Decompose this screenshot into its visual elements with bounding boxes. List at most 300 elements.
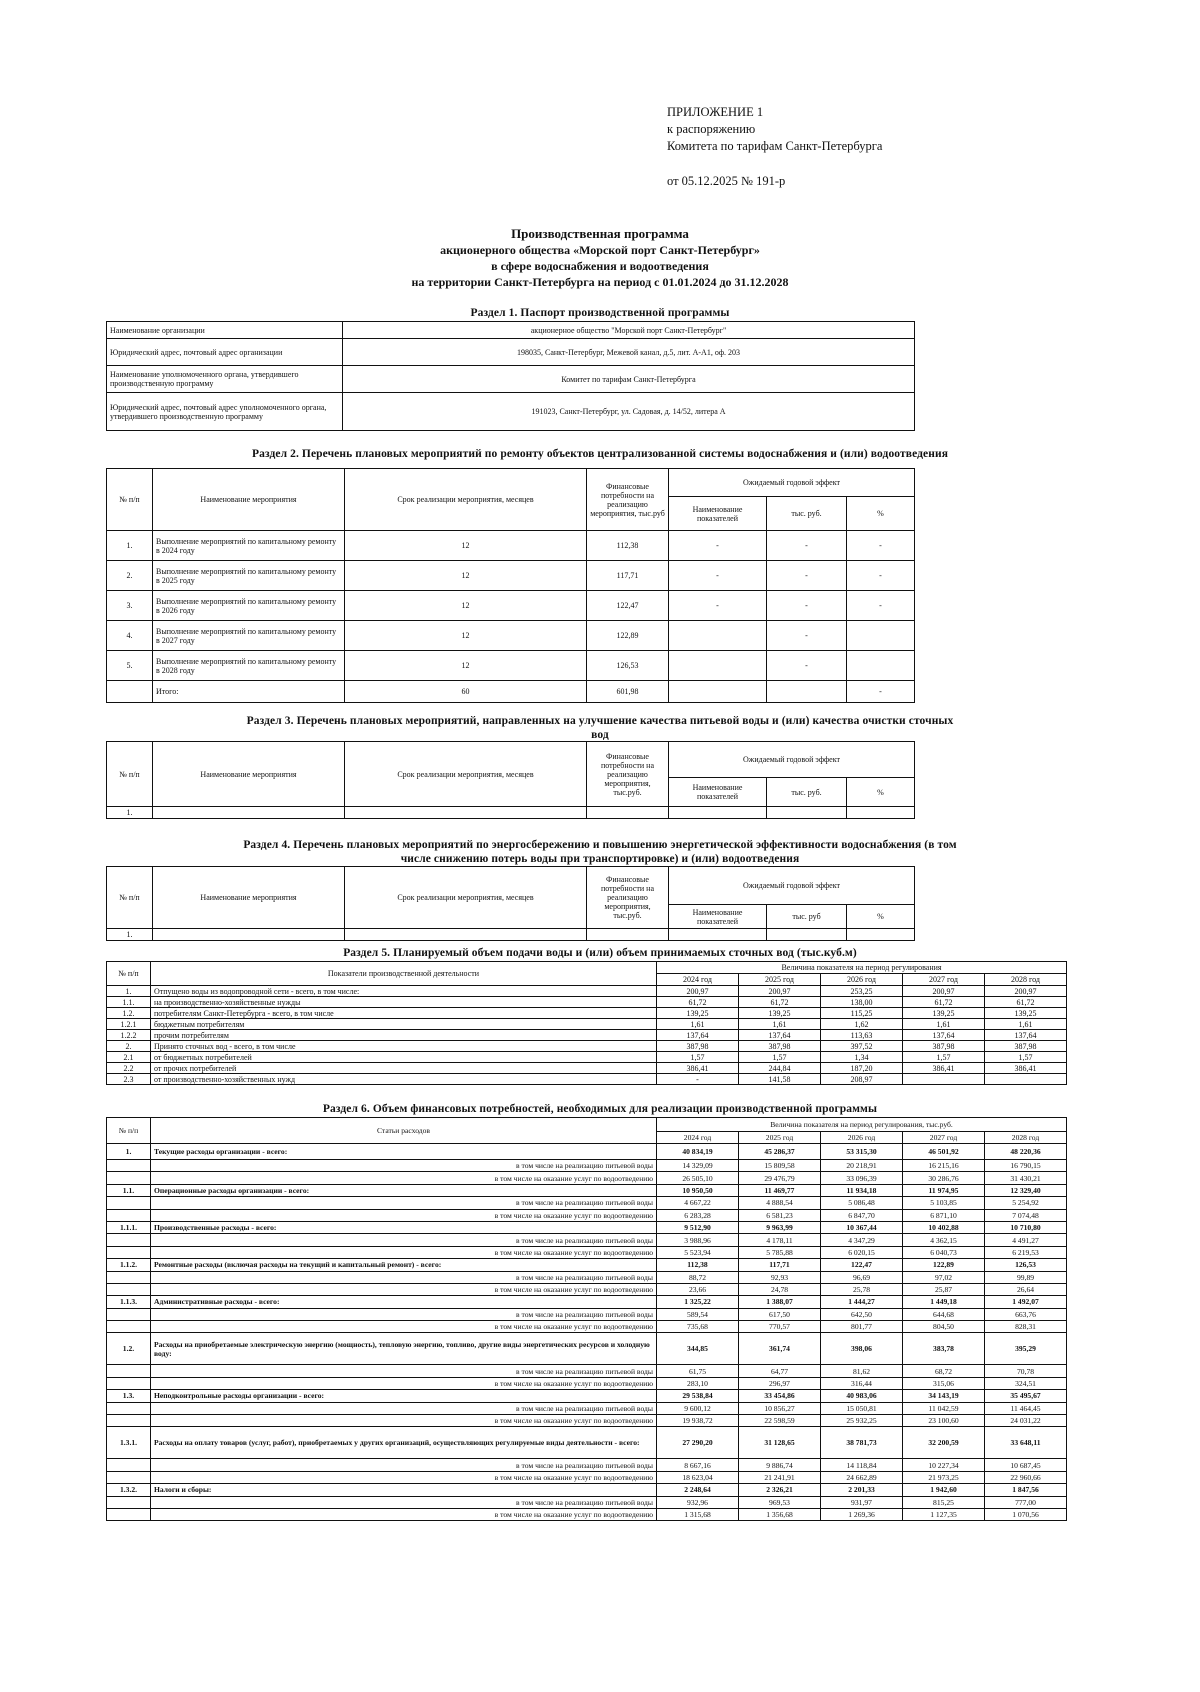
row-value: 386,41 [903, 1063, 985, 1074]
row-value: 48 220,36 [985, 1144, 1067, 1160]
row-value: 1,61 [739, 1019, 821, 1030]
row-value: 137,64 [985, 1030, 1067, 1041]
passport-value: акционерное общество "Морской порт Санкт-Петербург" [343, 322, 915, 339]
row-value: 31 430,21 [985, 1172, 1067, 1184]
table-row [107, 1030, 1067, 1041]
row-fin: 112,38 [587, 531, 669, 561]
row-value: 33 454,86 [739, 1390, 821, 1402]
row-expense: в том числе на реализацию питьевой воды [151, 1234, 657, 1246]
row-value: 61,72 [657, 997, 739, 1008]
row-value: 387,98 [985, 1041, 1067, 1052]
row-expense: в том числе на реализацию питьевой воды [151, 1402, 657, 1414]
section4-title-line-1: Раздел 4. Перечень плановых мероприятий по энергосбережению и повышению энергетической эффективности водоснабжения (в том [243, 839, 957, 851]
row-expense: Расходы на оплату товаров (услуг, работ), приобретаемых у других организаций, осуществляющих регулируемые виды деятельности - всего: [151, 1427, 657, 1459]
row-value: 1 356,68 [739, 1508, 821, 1520]
title-line-4: на территории Санкт-Петербурга на период с 01.01.2024 до 31.12.2028 [411, 275, 789, 289]
row-value: 25,87 [903, 1283, 985, 1295]
row-num [107, 1496, 151, 1508]
title-line-3: в сфере водоснабжения и водоотведения [491, 259, 709, 273]
row-value: 115,25 [821, 1008, 903, 1019]
row-value: 361,74 [739, 1333, 821, 1365]
col-term: Срок реализации мероприятия, месяцев [345, 469, 587, 531]
expense-detail-row [107, 1283, 1067, 1295]
section5-rows [107, 986, 1067, 1085]
row-num: 1. [107, 1144, 151, 1160]
row-value: 2 326,21 [739, 1484, 821, 1496]
expense-detail-row [107, 1415, 1067, 1427]
row-value: 10 710,80 [985, 1221, 1067, 1233]
expense-group-row [107, 1296, 1067, 1308]
expense-detail-row [107, 1365, 1067, 1377]
row-value: 138,00 [821, 997, 903, 1008]
row-name: Выполнение мероприятий по капитальному ремонту в 2026 году [153, 591, 345, 621]
expense-detail-row [107, 1496, 1067, 1508]
table-row [107, 339, 915, 366]
row-value: 97,02 [903, 1271, 985, 1283]
row-value: 386,41 [985, 1063, 1067, 1074]
row-value: 5 523,94 [657, 1246, 739, 1258]
row-term: 12 [345, 561, 587, 591]
row-indicator: - [669, 561, 767, 591]
row-pct: - [847, 531, 915, 561]
row-value: 6 040,73 [903, 1246, 985, 1258]
row-fin: 122,89 [587, 621, 669, 651]
row-value: 770,57 [739, 1321, 821, 1333]
expense-detail-row [107, 1377, 1067, 1389]
col-year: 2028 год [985, 1132, 1067, 1144]
row-value: 804,50 [903, 1321, 985, 1333]
row-value: 45 286,37 [739, 1144, 821, 1160]
row-value: 10 402,88 [903, 1221, 985, 1233]
row-term: 12 [345, 531, 587, 561]
row-value: 88,72 [657, 1271, 739, 1283]
col-name: Наименование мероприятия [153, 867, 345, 929]
row-num: 1. [107, 807, 153, 819]
row-value: 29 476,79 [739, 1172, 821, 1184]
col-num: № п/п [107, 1118, 151, 1144]
row-rub: - [767, 621, 847, 651]
row-value: 324,51 [985, 1377, 1067, 1389]
table-row [107, 986, 1067, 997]
col-year: 2028 год [985, 974, 1067, 986]
row-num: 1. [107, 929, 153, 941]
row-value: 40 834,19 [657, 1144, 739, 1160]
row-value: 187,20 [821, 1063, 903, 1074]
row-value: 1 449,18 [903, 1296, 985, 1308]
row-indicator: Отпущено воды из водопроводной сети - всего, в том числе: [151, 986, 657, 997]
row-value: 6 283,28 [657, 1209, 739, 1221]
passport-label: Наименование уполномоченного органа, утвердившего производственную программу [107, 366, 343, 393]
col-period: Величина показателя на период регулирования, тыс.руб. [657, 1118, 1067, 1132]
row-expense: в том числе на реализацию питьевой воды [151, 1271, 657, 1283]
row-expense: в том числе на оказание услуг по водоотведению [151, 1283, 657, 1295]
row-name: Выполнение мероприятий по капитальному ремонту в 2028 году [153, 651, 345, 681]
row-value: 2 248,64 [657, 1484, 739, 1496]
row-num: 2. [107, 561, 153, 591]
row-indicator [669, 621, 767, 651]
row-term: 60 [345, 681, 587, 703]
row-value: 64,77 [739, 1365, 821, 1377]
row-value: 387,98 [739, 1041, 821, 1052]
row-value: 10 856,27 [739, 1402, 821, 1414]
row-expense: Административные расходы - всего: [151, 1296, 657, 1308]
row-num [107, 1271, 151, 1283]
expense-detail-row [107, 1321, 1067, 1333]
col-name: Наименование мероприятия [153, 742, 345, 807]
col-pct: % [847, 497, 915, 531]
row-indicator [669, 681, 767, 703]
expense-group-row [107, 1221, 1067, 1233]
expense-detail-row [107, 1172, 1067, 1184]
row-rub: - [767, 531, 847, 561]
row-pct: - [847, 591, 915, 621]
row-value: 139,25 [985, 1008, 1067, 1019]
row-indicator: от производственно-хозяйственных нужд [151, 1074, 657, 1085]
row-value: 141,58 [739, 1074, 821, 1085]
passport-label: Юридический адрес, почтовый адрес уполномоченного органа, утвердившего производственную программу [107, 393, 343, 431]
row-value: 1 492,07 [985, 1296, 1067, 1308]
col-term: Срок реализации мероприятия, месяцев [345, 867, 587, 929]
expense-detail-row [107, 1402, 1067, 1414]
row-value: 398,06 [821, 1333, 903, 1365]
expense-detail-row [107, 1308, 1067, 1320]
row-indicator: на производственно-хозяйственные нужды [151, 997, 657, 1008]
col-year: 2026 год [821, 1132, 903, 1144]
table-row [107, 621, 915, 651]
table-row [107, 561, 915, 591]
row-value: 200,97 [985, 986, 1067, 997]
row-expense: в том числе на реализацию питьевой воды [151, 1459, 657, 1471]
row-num: 1. [107, 986, 151, 997]
col-fin: Финансовые потребности на реализацию мероприятия, тыс.руб [587, 469, 669, 531]
col-indicator: Наименование показателей [669, 905, 767, 929]
row-rub: - [767, 561, 847, 591]
row-num [107, 1172, 151, 1184]
row-value: 122,47 [821, 1259, 903, 1271]
table-row [107, 1008, 1067, 1019]
col-rub: тыс. руб [767, 905, 847, 929]
row-num: 1.1.3. [107, 1296, 151, 1308]
table-header-row [107, 742, 915, 778]
section4-energy-table [106, 866, 915, 941]
row-num: 3. [107, 591, 153, 621]
col-pct: % [847, 905, 915, 929]
row-value: 11 042,59 [903, 1402, 985, 1414]
passport-label: Наименование организации [107, 322, 343, 339]
row-value: 10 950,50 [657, 1184, 739, 1196]
row-pct [847, 651, 915, 681]
expense-group-row [107, 1144, 1067, 1160]
row-value: 22 960,66 [985, 1471, 1067, 1483]
row-value: 1 444,27 [821, 1296, 903, 1308]
col-year: 2026 год [821, 974, 903, 986]
row-value: 33 648,11 [985, 1427, 1067, 1459]
row-name: Выполнение мероприятий по капитальному ремонту в 2025 году [153, 561, 345, 591]
row-num: 4. [107, 621, 153, 651]
row-num [107, 1402, 151, 1414]
col-indicator: Наименование показателей [669, 778, 767, 807]
row-expense: в том числе на реализацию питьевой воды [151, 1308, 657, 1320]
row-name: Выполнение мероприятий по капитальному ремонту в 2024 году [153, 531, 345, 561]
row-value: 387,98 [657, 1041, 739, 1052]
section2-title: Раздел 2. Перечень плановых мероприятий по ремонту объектов централизованной системы водоснабжения и (или) водоотведения [251, 448, 949, 460]
section4-title [0, 838, 1200, 866]
row-value: 9 512,90 [657, 1221, 739, 1233]
row-value: 4 347,29 [821, 1234, 903, 1246]
col-indicator: Наименование показателей [669, 497, 767, 531]
expense-detail-row [107, 1459, 1067, 1471]
row-value: 6 847,70 [821, 1209, 903, 1221]
expense-group-row [107, 1259, 1067, 1271]
row-value: 9 886,74 [739, 1459, 821, 1471]
row-term: 12 [345, 651, 587, 681]
row-expense: в том числе на реализацию питьевой воды [151, 1160, 657, 1172]
col-term: Срок реализации мероприятия, месяцев [345, 742, 587, 807]
row-value: 4 178,11 [739, 1234, 821, 1246]
row-num: 2.2 [107, 1063, 151, 1074]
row-indicator [669, 651, 767, 681]
row-value: 4 362,15 [903, 1234, 985, 1246]
row-value: 397,52 [821, 1041, 903, 1052]
row-term: 12 [345, 621, 587, 651]
row-value: 735,68 [657, 1321, 739, 1333]
row-indicator: прочим потребителям [151, 1030, 657, 1041]
row-value: 14 329,09 [657, 1160, 739, 1172]
section1-title: Раздел 1. Паспорт производственной программы [470, 307, 730, 319]
row-value: 11 469,77 [739, 1184, 821, 1196]
row-fin: 122,47 [587, 591, 669, 621]
row-value: 9 963,99 [739, 1221, 821, 1233]
row-name: Выполнение мероприятий по капитальному ремонту в 2027 году [153, 621, 345, 651]
row-value: 5 785,88 [739, 1246, 821, 1258]
table-row [107, 807, 915, 819]
row-value: 969,53 [739, 1496, 821, 1508]
table-header-row [107, 962, 1067, 974]
row-value: 81,62 [821, 1365, 903, 1377]
row-expense: Неподконтрольные расходы организации - всего: [151, 1390, 657, 1402]
row-num [107, 1246, 151, 1258]
row-value: 1,61 [903, 1019, 985, 1030]
row-rub [767, 681, 847, 703]
row-value: 53 315,30 [821, 1144, 903, 1160]
row-expense: Расходы на приобретаемые электрическую энергию (мощность), тепловую энергию, топливо, другие виды энергетических ресурсов и холодную воду: [151, 1333, 657, 1365]
row-num: 1.2.1 [107, 1019, 151, 1030]
col-num: № п/п [107, 867, 153, 929]
row-num [107, 1508, 151, 1520]
appendix-order-label: к распоряжению [667, 122, 756, 136]
row-value: 828,31 [985, 1321, 1067, 1333]
table-row [107, 651, 915, 681]
row-num: 1. [107, 531, 153, 561]
row-value: 19 938,72 [657, 1415, 739, 1427]
row-value: 122,89 [903, 1259, 985, 1271]
row-value: 387,98 [903, 1041, 985, 1052]
row-value: 29 538,84 [657, 1390, 739, 1402]
row-value: 99,89 [985, 1271, 1067, 1283]
expense-group-row [107, 1184, 1067, 1196]
row-num: 1.2.2 [107, 1030, 151, 1041]
row-indicator: Принято сточных вод - всего, в том числе [151, 1041, 657, 1052]
row-value: 33 096,39 [821, 1172, 903, 1184]
table-total-row [107, 681, 915, 703]
row-term: 12 [345, 591, 587, 621]
appendix-date: от 05.12.2025 № 191-р [667, 174, 786, 188]
row-value: 31 128,65 [739, 1427, 821, 1459]
row-value: 386,41 [657, 1063, 739, 1074]
row-value: 931,97 [821, 1496, 903, 1508]
row-value: 200,97 [657, 986, 739, 997]
row-value: 1,57 [985, 1052, 1067, 1063]
row-value: 22 598,59 [739, 1415, 821, 1427]
row-value: 137,64 [739, 1030, 821, 1041]
row-num: 5. [107, 651, 153, 681]
row-value: 1 070,56 [985, 1508, 1067, 1520]
row-num: 1.3.2. [107, 1484, 151, 1496]
row-value: 200,97 [903, 986, 985, 997]
row-value: 137,64 [903, 1030, 985, 1041]
row-value: 253,25 [821, 986, 903, 997]
row-value: 24 662,89 [821, 1471, 903, 1483]
row-expense: Налоги и сборы: [151, 1484, 657, 1496]
row-value: 815,25 [903, 1496, 985, 1508]
table-row [107, 591, 915, 621]
row-value: 21 973,25 [903, 1471, 985, 1483]
row-indicator: - [669, 531, 767, 561]
row-value [985, 1074, 1067, 1085]
row-value: 15 050,81 [821, 1402, 903, 1414]
row-value: 5 254,92 [985, 1197, 1067, 1209]
col-effect: Ожидаемый годовой эффект [669, 867, 915, 905]
row-value: 1 942,60 [903, 1484, 985, 1496]
row-value: 6 581,23 [739, 1209, 821, 1221]
row-expense: в том числе на оказание услуг по водоотведению [151, 1172, 657, 1184]
col-year: 2027 год [903, 1132, 985, 1144]
section1-passport-table [106, 321, 915, 431]
expense-group-row [107, 1427, 1067, 1459]
row-value: 244,84 [739, 1063, 821, 1074]
section3-title [0, 714, 1200, 742]
row-pct [847, 621, 915, 651]
col-expense: Статьи расходов [151, 1118, 657, 1144]
row-value: 14 118,84 [821, 1459, 903, 1471]
row-fin: 117,71 [587, 561, 669, 591]
row-expense: в том числе на реализацию питьевой воды [151, 1197, 657, 1209]
col-rub: тыс. руб. [767, 497, 847, 531]
row-value: 589,54 [657, 1308, 739, 1320]
expense-detail-row [107, 1471, 1067, 1483]
expense-detail-row [107, 1508, 1067, 1520]
row-value: 1,62 [821, 1019, 903, 1030]
row-value: 1,34 [821, 1052, 903, 1063]
row-num [107, 1160, 151, 1172]
table-row [107, 929, 915, 941]
row-value: 46 501,92 [903, 1144, 985, 1160]
row-num [107, 1365, 151, 1377]
row-value: 23 100,60 [903, 1415, 985, 1427]
table-row [107, 1041, 1067, 1052]
row-value: 11 974,95 [903, 1184, 985, 1196]
col-indicator: Показатели производственной деятельности [151, 962, 657, 986]
row-expense: в том числе на реализацию питьевой воды [151, 1496, 657, 1508]
col-num: № п/п [107, 962, 151, 986]
row-value: 663,76 [985, 1308, 1067, 1320]
expense-detail-row [107, 1271, 1067, 1283]
row-num [107, 1308, 151, 1320]
row-value: 24,78 [739, 1283, 821, 1295]
row-value: 1 388,07 [739, 1296, 821, 1308]
row-num [107, 681, 153, 703]
row-expense: Текущие расходы организации - всего: [151, 1144, 657, 1160]
row-value: 283,10 [657, 1377, 739, 1389]
row-value: 26 505,10 [657, 1172, 739, 1184]
row-indicator: бюджетным потребителям [151, 1019, 657, 1030]
row-value: 617,50 [739, 1308, 821, 1320]
row-value: 23,66 [657, 1283, 739, 1295]
row-value: 139,25 [657, 1008, 739, 1019]
expense-group-row [107, 1484, 1067, 1496]
col-year: 2025 год [739, 974, 821, 986]
row-value: 35 495,67 [985, 1390, 1067, 1402]
row-value: 20 218,91 [821, 1160, 903, 1172]
row-value: 777,00 [985, 1496, 1067, 1508]
document-title [0, 226, 1200, 290]
row-num: 1.2. [107, 1333, 151, 1365]
row-value: 61,72 [903, 997, 985, 1008]
row-value: 96,69 [821, 1271, 903, 1283]
passport-label: Юридический адрес, почтовый адрес организации [107, 339, 343, 366]
row-value: 21 241,91 [739, 1471, 821, 1483]
col-rub: тыс. руб. [767, 778, 847, 807]
table-row [107, 531, 915, 561]
table-row [107, 393, 915, 431]
row-value: 316,44 [821, 1377, 903, 1389]
row-num: 2.1 [107, 1052, 151, 1063]
table-row [107, 1074, 1067, 1085]
row-value: 34 143,19 [903, 1390, 985, 1402]
table-header-row [107, 867, 915, 905]
row-value: 801,77 [821, 1321, 903, 1333]
row-expense: Операционные расходы организации - всего: [151, 1184, 657, 1196]
row-value: 30 286,76 [903, 1172, 985, 1184]
row-value: 1 315,68 [657, 1508, 739, 1520]
row-num [107, 1321, 151, 1333]
row-value: 15 809,58 [739, 1160, 821, 1172]
col-effect: Ожидаемый годовой эффект [669, 469, 915, 497]
row-value: 27 290,20 [657, 1427, 739, 1459]
row-value: 61,72 [739, 997, 821, 1008]
section4-title-line-2: числе снижению потерь воды при транспортировке) и (или) водоотведения [400, 853, 800, 865]
row-value: 4 888,54 [739, 1197, 821, 1209]
row-value: 1,57 [903, 1052, 985, 1063]
row-value: 117,71 [739, 1259, 821, 1271]
section5-title: Раздел 5. Планируемый объем подачи воды и (или) объем принимаемых сточных вод (тыс.куб.м) [343, 947, 857, 959]
row-num: 1.3.1. [107, 1427, 151, 1459]
row-value: 3 988,96 [657, 1234, 739, 1246]
row-fin: 601,98 [587, 681, 669, 703]
row-value: 395,29 [985, 1333, 1067, 1365]
row-value: 2 201,33 [821, 1484, 903, 1496]
row-value: 24 031,22 [985, 1415, 1067, 1427]
row-value: 1,57 [657, 1052, 739, 1063]
table-row [107, 997, 1067, 1008]
row-indicator: - [669, 591, 767, 621]
row-value: 137,64 [657, 1030, 739, 1041]
row-value: 1,57 [739, 1052, 821, 1063]
row-value: 932,96 [657, 1496, 739, 1508]
row-value: 16 215,16 [903, 1160, 985, 1172]
section2-repair-table [106, 468, 915, 703]
row-num [107, 1459, 151, 1471]
